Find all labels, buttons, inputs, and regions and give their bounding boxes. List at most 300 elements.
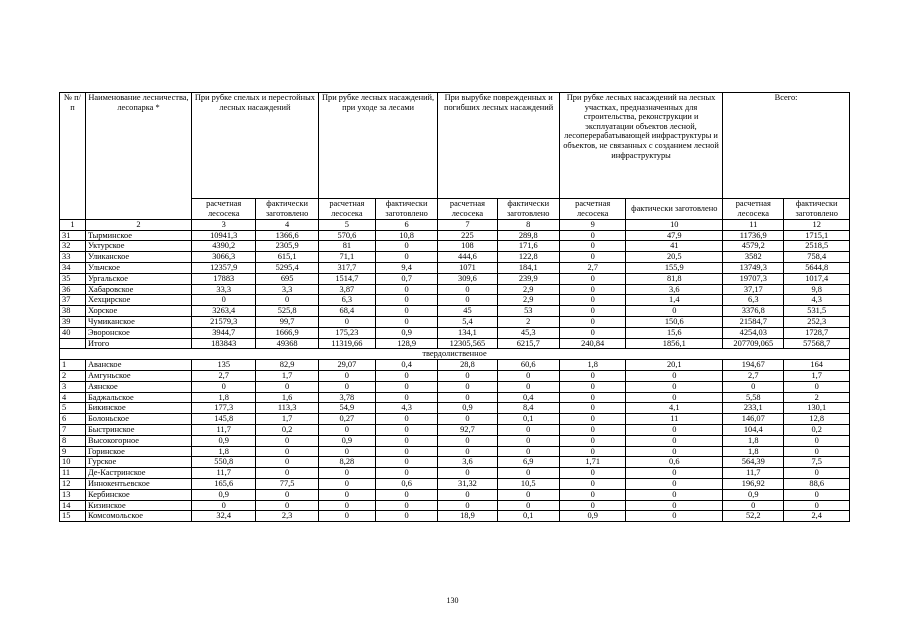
value-cell: 146,07: [723, 414, 784, 425]
value-cell: 11,7: [192, 468, 256, 479]
value-cell: 53: [497, 306, 559, 317]
column-number: 10: [626, 220, 723, 231]
value-cell: 0: [626, 424, 723, 435]
value-cell: 130,1: [784, 403, 850, 414]
value-cell: 21584,7: [723, 316, 784, 327]
header-group-damaged: При вырубке поврежденных и погибших лесных насаждений: [438, 93, 560, 199]
value-cell: 0: [438, 489, 497, 500]
value-cell: 0: [438, 392, 497, 403]
header-planned-cut: расчетная лесосека: [318, 199, 375, 220]
value-cell: 0,7: [375, 273, 437, 284]
value-cell: 0: [784, 381, 850, 392]
value-cell: 45,3: [497, 327, 559, 338]
value-cell: 0,9: [438, 403, 497, 414]
value-cell: 0,9: [375, 327, 437, 338]
column-number: 9: [559, 220, 626, 231]
forestry-table-container: [59, 92, 850, 522]
value-cell: 4,3: [375, 403, 437, 414]
value-cell: 1017,4: [784, 273, 850, 284]
value-cell: 15,6: [626, 327, 723, 338]
value-cell: 0: [318, 370, 375, 381]
row-number: 7: [60, 424, 86, 435]
value-cell: 0: [318, 511, 375, 522]
value-cell: 145,8: [192, 414, 256, 425]
value-cell: 0: [626, 489, 723, 500]
table-row: [60, 489, 850, 500]
forestry-name: Эворонское: [85, 327, 191, 338]
table-row: [60, 370, 850, 381]
forestry-name: Высокогорное: [85, 435, 191, 446]
value-cell: 317,7: [318, 262, 375, 273]
value-cell: 0: [497, 500, 559, 511]
value-cell: 3,3: [256, 284, 318, 295]
row-number: 36: [60, 284, 86, 295]
value-cell: 564,39: [723, 457, 784, 468]
value-cell: 0: [375, 424, 437, 435]
table-row: [60, 273, 850, 284]
value-cell: 0: [784, 489, 850, 500]
value-cell: 47,9: [626, 230, 723, 241]
row-number: 11: [60, 468, 86, 479]
value-cell: 0: [784, 435, 850, 446]
value-cell: 0: [559, 468, 626, 479]
value-cell: 1071: [438, 262, 497, 273]
table-row: [60, 500, 850, 511]
value-cell: 1,8: [723, 446, 784, 457]
value-cell: 0: [559, 230, 626, 241]
header-group-total: Всего:: [723, 93, 850, 199]
table-row: [60, 392, 850, 403]
forestry-name: Бикинское: [85, 403, 191, 414]
value-cell: 3,87: [318, 284, 375, 295]
row-number: 4: [60, 392, 86, 403]
value-cell: 155,9: [626, 262, 723, 273]
value-cell: 0: [559, 414, 626, 425]
row-number: 15: [60, 511, 86, 522]
value-cell: 3,6: [626, 284, 723, 295]
section-title: твердолиственное: [60, 349, 850, 360]
value-cell: 12305,565: [438, 338, 497, 349]
table-row: [60, 230, 850, 241]
value-cell: 0: [626, 381, 723, 392]
value-cell: 54,9: [318, 403, 375, 414]
table-row: [60, 511, 850, 522]
value-cell: 2,7: [559, 262, 626, 273]
value-cell: 0: [559, 381, 626, 392]
value-cell: 0: [497, 489, 559, 500]
value-cell: 0: [723, 500, 784, 511]
header-forestry-name: Наименование лесничества, лесопарка *: [85, 93, 191, 220]
value-cell: 0: [626, 478, 723, 489]
value-cell: 0,4: [375, 360, 437, 371]
value-cell: 77,5: [256, 478, 318, 489]
value-cell: 2305,9: [256, 241, 318, 252]
header-group-mature: При рубке спелых и перестойных лесных насаждений: [192, 93, 319, 199]
row-number: 37: [60, 295, 86, 306]
value-cell: 6,3: [723, 295, 784, 306]
value-cell: 164: [784, 360, 850, 371]
value-cell: 0: [375, 252, 437, 263]
forestry-name: Хехцирское: [85, 295, 191, 306]
value-cell: 0: [318, 478, 375, 489]
column-number: 6: [375, 220, 437, 231]
value-cell: 0: [497, 435, 559, 446]
forestry-name: Баджальское: [85, 392, 191, 403]
value-cell: 1,8: [559, 360, 626, 371]
value-cell: 0: [559, 403, 626, 414]
value-cell: 11319,66: [318, 338, 375, 349]
section-row: [60, 349, 850, 360]
value-cell: 0: [497, 424, 559, 435]
value-cell: 2,9: [497, 284, 559, 295]
row-number: 40: [60, 327, 86, 338]
forestry-name: Кербинское: [85, 489, 191, 500]
forestry-name: Ургальское: [85, 273, 191, 284]
value-cell: 12,8: [784, 414, 850, 425]
value-cell: 0: [192, 295, 256, 306]
value-cell: 1366,6: [256, 230, 318, 241]
header-actual-harvest: фактически заготовлено: [375, 199, 437, 220]
value-cell: 71,1: [318, 252, 375, 263]
value-cell: 29,07: [318, 360, 375, 371]
table-row: [60, 360, 850, 371]
value-cell: 0: [318, 316, 375, 327]
value-cell: 0: [375, 381, 437, 392]
value-cell: 11,7: [192, 424, 256, 435]
value-cell: 695: [256, 273, 318, 284]
value-cell: 0: [438, 414, 497, 425]
table-row: [60, 446, 850, 457]
value-cell: 0: [318, 500, 375, 511]
value-cell: 0: [497, 446, 559, 457]
row-number: 13: [60, 489, 86, 500]
value-cell: 0: [375, 489, 437, 500]
table-row: [60, 414, 850, 425]
value-cell: 20,1: [626, 360, 723, 371]
value-cell: 3944,7: [192, 327, 256, 338]
page-number: 130: [446, 596, 459, 605]
value-cell: 11,7: [723, 468, 784, 479]
value-cell: 550,8: [192, 457, 256, 468]
value-cell: 0: [375, 435, 437, 446]
value-cell: 5295,4: [256, 262, 318, 273]
value-cell: 108: [438, 241, 497, 252]
value-cell: 0: [318, 489, 375, 500]
value-cell: 0: [375, 316, 437, 327]
forestry-name: Хорское: [85, 306, 191, 317]
value-cell: 4,1: [626, 403, 723, 414]
column-number: 2: [85, 220, 191, 231]
value-cell: 41: [626, 241, 723, 252]
table-row: [60, 252, 850, 263]
value-cell: 0: [626, 370, 723, 381]
row-number: 5: [60, 403, 86, 414]
forestry-name: Ульчское: [85, 262, 191, 273]
column-number: 11: [723, 220, 784, 231]
value-cell: 0: [438, 284, 497, 295]
table-row: [60, 241, 850, 252]
header-planned-cut: расчетная лесосека: [192, 199, 256, 220]
value-cell: 0: [626, 468, 723, 479]
value-cell: 0,6: [375, 478, 437, 489]
value-cell: 81,8: [626, 273, 723, 284]
forestry-name: Горинское: [85, 446, 191, 457]
value-cell: 3263,4: [192, 306, 256, 317]
value-cell: 0: [626, 392, 723, 403]
value-cell: 1,6: [256, 392, 318, 403]
value-cell: 52,2: [723, 511, 784, 522]
value-cell: 0: [375, 446, 437, 457]
value-cell: 2,7: [192, 370, 256, 381]
header-col-numbers: [60, 220, 850, 231]
value-cell: 0,9: [318, 435, 375, 446]
value-cell: 113,3: [256, 403, 318, 414]
value-cell: 0: [318, 446, 375, 457]
value-cell: 4,3: [784, 295, 850, 306]
value-cell: 3,78: [318, 392, 375, 403]
value-cell: 0: [256, 457, 318, 468]
row-number: 33: [60, 252, 86, 263]
value-cell: 0: [318, 468, 375, 479]
value-cell: 0,1: [497, 511, 559, 522]
value-cell: 239,9: [497, 273, 559, 284]
value-cell: 0: [375, 457, 437, 468]
forestry-name: Чумиканское: [85, 316, 191, 327]
value-cell: 165,6: [192, 478, 256, 489]
value-cell: 11: [626, 414, 723, 425]
value-cell: 45: [438, 306, 497, 317]
value-cell: 0: [559, 489, 626, 500]
value-cell: 0: [438, 446, 497, 457]
forestry-name: Итого: [85, 338, 191, 349]
value-cell: 2: [497, 316, 559, 327]
value-cell: 0: [192, 381, 256, 392]
value-cell: 1,8: [723, 435, 784, 446]
row-number: 6: [60, 414, 86, 425]
value-cell: 0,2: [256, 424, 318, 435]
header-number: № п/п: [60, 93, 86, 220]
table-row: [60, 403, 850, 414]
value-cell: 5,4: [438, 316, 497, 327]
value-cell: 8,4: [497, 403, 559, 414]
value-cell: 6,3: [318, 295, 375, 306]
forestry-name: Амгуньское: [85, 370, 191, 381]
value-cell: 88,6: [784, 478, 850, 489]
table-row: [60, 457, 850, 468]
value-cell: 31,32: [438, 478, 497, 489]
value-cell: 20,5: [626, 252, 723, 263]
value-cell: 0: [438, 500, 497, 511]
row-number: 34: [60, 262, 86, 273]
value-cell: 0: [256, 381, 318, 392]
table-header: [60, 93, 850, 231]
forestry-name: Аванское: [85, 360, 191, 371]
value-cell: 1,8: [192, 392, 256, 403]
value-cell: 3582: [723, 252, 784, 263]
value-cell: 525,8: [256, 306, 318, 317]
value-cell: 0: [559, 446, 626, 457]
value-cell: 21579,3: [192, 316, 256, 327]
value-cell: 0: [375, 468, 437, 479]
row-number: 12: [60, 478, 86, 489]
value-cell: 3376,8: [723, 306, 784, 317]
value-cell: 0: [438, 435, 497, 446]
value-cell: 0: [497, 381, 559, 392]
value-cell: 2,3: [256, 511, 318, 522]
column-number: 5: [318, 220, 375, 231]
value-cell: 0: [438, 295, 497, 306]
value-cell: 2: [784, 392, 850, 403]
value-cell: 1,8: [192, 446, 256, 457]
row-number: 14: [60, 500, 86, 511]
value-cell: 0: [723, 381, 784, 392]
value-cell: 3066,3: [192, 252, 256, 263]
forestry-name: Аянское: [85, 381, 191, 392]
forestry-name: Уктурское: [85, 241, 191, 252]
row-number: 10: [60, 457, 86, 468]
row-number: 1: [60, 360, 86, 371]
value-cell: 531,5: [784, 306, 850, 317]
value-cell: 12357,9: [192, 262, 256, 273]
column-number: 12: [784, 220, 850, 231]
value-cell: 194,67: [723, 360, 784, 371]
row-number: 2: [60, 370, 86, 381]
value-cell: 0: [559, 252, 626, 263]
value-cell: 2518,5: [784, 241, 850, 252]
table-row: [60, 338, 850, 349]
forestry-name: Хабаровское: [85, 284, 191, 295]
header-planned-cut: расчетная лесосека: [723, 199, 784, 220]
value-cell: 0,6: [626, 457, 723, 468]
value-cell: 0: [256, 489, 318, 500]
value-cell: 32,4: [192, 511, 256, 522]
value-cell: 6215,7: [497, 338, 559, 349]
table-row: [60, 478, 850, 489]
row-number: 39: [60, 316, 86, 327]
header-group-care: При рубке лесных насаждений, при уходе за лесами: [318, 93, 438, 199]
value-cell: 196,92: [723, 478, 784, 489]
value-cell: 444,6: [438, 252, 497, 263]
value-cell: 10,8: [375, 230, 437, 241]
value-cell: 0: [784, 500, 850, 511]
value-cell: 0: [626, 435, 723, 446]
value-cell: 183843: [192, 338, 256, 349]
value-cell: 5,58: [723, 392, 784, 403]
table-row: [60, 306, 850, 317]
value-cell: 0: [318, 424, 375, 435]
value-cell: 0: [256, 500, 318, 511]
value-cell: 81: [318, 241, 375, 252]
value-cell: 0: [784, 468, 850, 479]
value-cell: 128,9: [375, 338, 437, 349]
row-number: 38: [60, 306, 86, 317]
table-row: [60, 424, 850, 435]
value-cell: 13749,3: [723, 262, 784, 273]
value-cell: 57568,7: [784, 338, 850, 349]
value-cell: 19707,3: [723, 273, 784, 284]
value-cell: 28,8: [438, 360, 497, 371]
value-cell: 82,9: [256, 360, 318, 371]
value-cell: 0: [559, 306, 626, 317]
column-number: 1: [60, 220, 86, 231]
forestry-name: Тырминское: [85, 230, 191, 241]
value-cell: 0: [626, 306, 723, 317]
value-cell: 0: [375, 241, 437, 252]
column-number: 8: [497, 220, 559, 231]
value-cell: 1,7: [256, 414, 318, 425]
header-planned-cut: расчетная лесосека: [438, 199, 497, 220]
header-actual-harvest: фактически заготовлено: [626, 199, 723, 220]
value-cell: 122,8: [497, 252, 559, 263]
forestry-name: Быстринское: [85, 424, 191, 435]
forestry-name: Комсомольское: [85, 511, 191, 522]
column-number: 7: [438, 220, 497, 231]
value-cell: 4254,03: [723, 327, 784, 338]
value-cell: 0,1: [497, 414, 559, 425]
value-cell: 0: [559, 392, 626, 403]
value-cell: 0: [559, 241, 626, 252]
value-cell: 0: [559, 327, 626, 338]
row-number: 3: [60, 381, 86, 392]
value-cell: 758,4: [784, 252, 850, 263]
value-cell: 150,6: [626, 316, 723, 327]
value-cell: 18,9: [438, 511, 497, 522]
value-cell: 0,4: [497, 392, 559, 403]
value-cell: 49368: [256, 338, 318, 349]
value-cell: 0: [375, 295, 437, 306]
forestry-name: Уликанское: [85, 252, 191, 263]
value-cell: 0: [438, 370, 497, 381]
value-cell: 60,6: [497, 360, 559, 371]
value-cell: 9,8: [784, 284, 850, 295]
value-cell: 0: [375, 500, 437, 511]
value-cell: 0,2: [784, 424, 850, 435]
value-cell: 8,28: [318, 457, 375, 468]
value-cell: 0: [784, 446, 850, 457]
value-cell: 17883: [192, 273, 256, 284]
value-cell: 0: [559, 424, 626, 435]
value-cell: 1728,7: [784, 327, 850, 338]
value-cell: 309,6: [438, 273, 497, 284]
table-body: [60, 230, 850, 522]
value-cell: 252,3: [784, 316, 850, 327]
forestry-name: Кизинское: [85, 500, 191, 511]
value-cell: 4579,2: [723, 241, 784, 252]
value-cell: 68,4: [318, 306, 375, 317]
value-cell: 134,1: [438, 327, 497, 338]
header-actual-harvest: фактически заготовлено: [784, 199, 850, 220]
value-cell: 10,5: [497, 478, 559, 489]
value-cell: 0,9: [192, 489, 256, 500]
header-actual-harvest: фактически заготовлено: [497, 199, 559, 220]
header-planned-cut: расчетная лесосека: [559, 199, 626, 220]
value-cell: 0: [375, 370, 437, 381]
value-cell: 0: [256, 295, 318, 306]
table-row: [60, 381, 850, 392]
value-cell: 92,7: [438, 424, 497, 435]
table-row: [60, 284, 850, 295]
value-cell: 4390,2: [192, 241, 256, 252]
value-cell: 177,3: [192, 403, 256, 414]
forestry-name: Иннокентьевское: [85, 478, 191, 489]
value-cell: 289,8: [497, 230, 559, 241]
value-cell: 0: [559, 500, 626, 511]
logging-volume-table: [59, 92, 850, 522]
value-cell: 37,17: [723, 284, 784, 295]
value-cell: 5644,8: [784, 262, 850, 273]
value-cell: 0: [256, 446, 318, 457]
value-cell: 0: [318, 381, 375, 392]
